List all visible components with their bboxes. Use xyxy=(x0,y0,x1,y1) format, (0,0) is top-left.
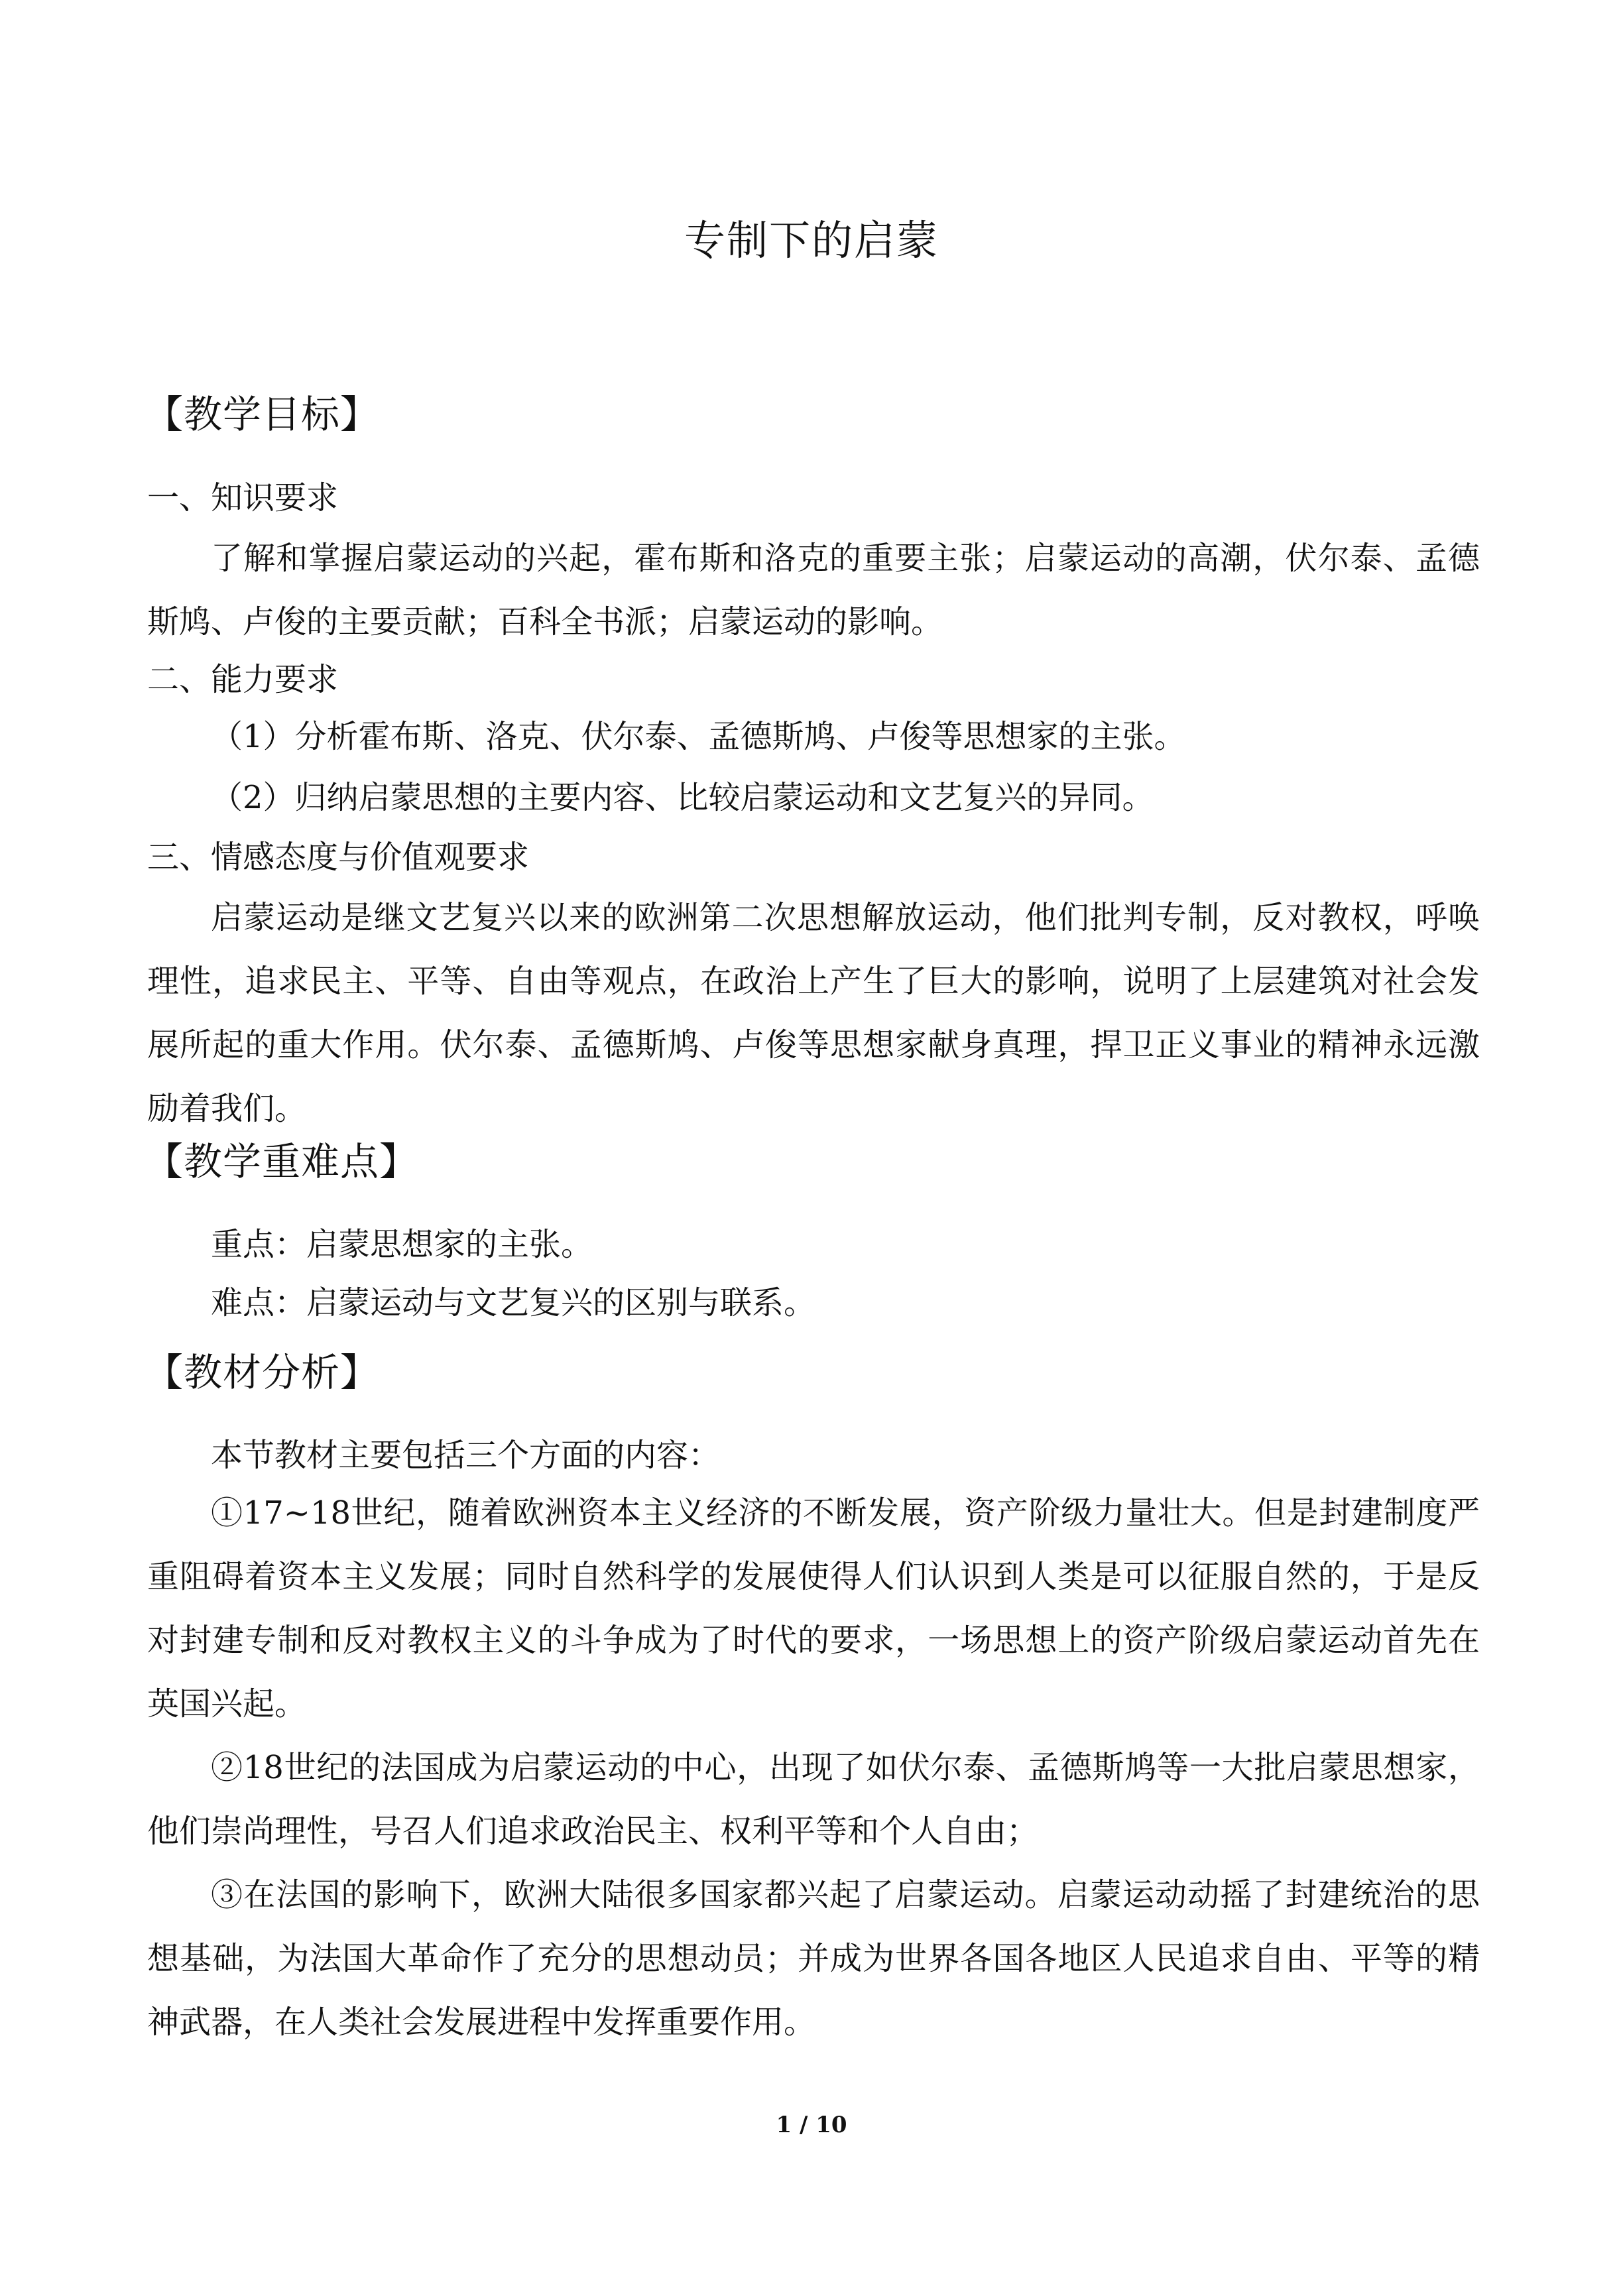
knowledge-paragraph: 了解和掌握启蒙运动的兴起，霍布斯和洛克的重要主张；启蒙运动的高潮，伏尔泰、孟德斯鸠、卢俊的主要贡献；百科全书派；启蒙运动的影响。 xyxy=(147,540,1480,640)
page-number: 1 / 10 xyxy=(776,2112,847,2138)
emotion-paragraph: 启蒙运动是继文艺复兴以来的欧洲第二次思想解放运动，他们批判专制，反对教权，呼唤理性，追求民主、平等、自由等观点，在政治上产生了巨大的影响，说明了上层建筑对社会发展所起的重大作用。伏尔泰、孟德斯鸠、卢俊等思想家献身真理，捍卫正义事业的精神永远激励着我们。 xyxy=(147,899,1480,1127)
ability-item-1: （1）分析霍布斯、洛克、伏尔泰、孟德斯鸠、卢俊等思想家的主张。 xyxy=(211,718,1186,755)
section-heading-analysis: 【教材分析】 xyxy=(145,1350,380,1395)
document-title: 专制下的启蒙 xyxy=(684,216,939,265)
key-point-focus: 重点：启蒙思想家的主张。 xyxy=(211,1226,593,1263)
ability-item-2: （2）归纳启蒙思想的主要内容、比较启蒙运动和文艺复兴的异同。 xyxy=(211,779,1154,816)
knowledge-label: 一、知识要求 xyxy=(147,479,339,516)
analysis-point-3: ③在法国的影响下，欧洲大陆很多国家都兴起了启蒙运动。启蒙运动动摇了封建统治的思想基础，为法国大革命作了充分的思想动员；并成为世界各国各地区人民追求自由、平等的精神武器，在人类社会发展进程中发挥重要作用。 xyxy=(147,1876,1480,2041)
ability-label: 二、能力要求 xyxy=(147,661,339,698)
analysis-point-2: ②18世纪的法国成为启蒙运动的中心，出现了如伏尔泰、孟德斯鸠等一大批启蒙思想家，他们崇尚理性，号召人们追求政治民主、权利平等和个人自由； xyxy=(147,1749,1480,1850)
key-point-difficulty: 难点：启蒙运动与文艺复兴的区别与联系。 xyxy=(211,1284,816,1321)
analysis-point-1: ①17~18世纪，随着欧洲资本主义经济的不断发展，资产阶级力量壮大。但是封建制度严重阻碍着资本主义发展；同时自然科学的发展使得人们认识到人类是可以征服自然的，于是反对封建专制和反对教权主义的斗争成为了时代的要求，一场思想上的资产阶级启蒙运动首先在英国兴起。 xyxy=(147,1494,1480,1722)
emotion-label: 三、情感态度与价值观要求 xyxy=(147,839,530,876)
section-heading-objectives: 【教学目标】 xyxy=(145,392,380,437)
analysis-intro: 本节教材主要包括三个方面的内容： xyxy=(211,1437,721,1474)
section-heading-key-points: 【教学重难点】 xyxy=(145,1139,419,1184)
